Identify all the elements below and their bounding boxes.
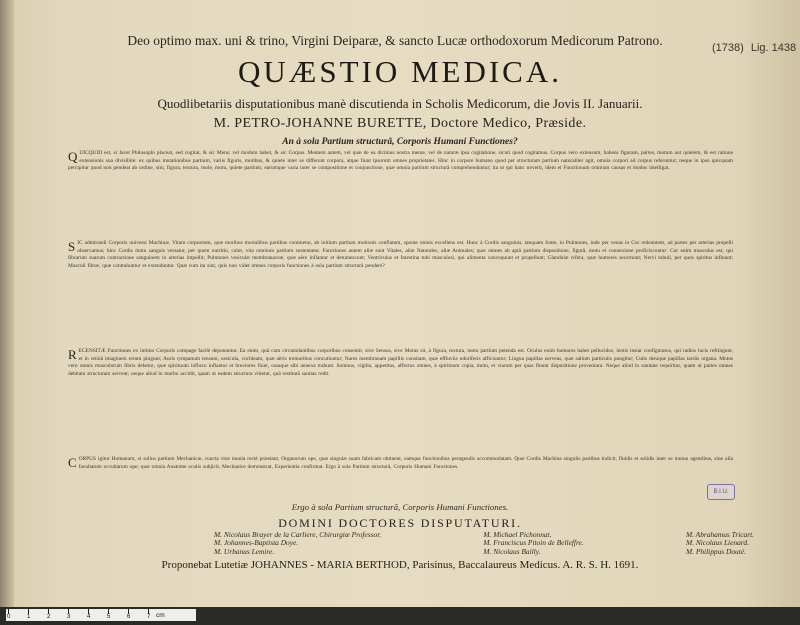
ruler-number: 5	[107, 614, 111, 620]
doctor-name: M. Michael Pichonnat.	[483, 530, 552, 539]
doctor-name: M. Urbanus Lemire.	[214, 546, 275, 556]
ms-note-text: Lig. 1438	[750, 42, 797, 54]
doctors-column-2	[483, 531, 583, 556]
ruler-number: 7	[147, 614, 151, 620]
doctor-name: M. Franciscus Pitoin de Belleffre.	[483, 538, 584, 548]
doctors-heading: DOMINI DOCTORES DISPUTATURI.	[278, 516, 522, 530]
body-paragraph-3: RECENSITÆ Functiones ex intimo Corporis compage facilè deponuntur. Ea enim, quâ cum circumdantibus corporibus consentit, sive Sensus, sive Motus sit, à figura, textura, motu partium petenda est. Oculus enim humores habet pellucidos, lentis instar configuratos, qui radios lucis refringunt, et in retinâ imaginem rerum pingunt; Auris tympanum tensum, ossicula, cochleam, quæ aëris tremoribus concutiuntur; Nares membranam papillis consitam, quæ effluviis odoriferis afficiuntur; Lingua papillas nerveas, quæ salium particulis pungitur; Cutis denique papillas tactûs organa. Motus vero omnis musculorum fibris debetur, quæ spirituum influxu inflantur et breviores fiunt, ossaque sibi annexa trahunt. Somnus, vigilia, appetitus, affectus omnes, à spirituum copia, motu, et viarum per quas fluunt dispositione proveniunt. Neque aliud in sanitate requiritur, quam ut partes omnes debitam structuram servent; neque aliud in morbo accidit, quam ut eadem structura vitietur, quâ restitutâ sanitas redit.	[68, 348, 733, 377]
doctor-name: M. Abrahamus Tricart.	[685, 530, 754, 539]
doctors-list	[214, 531, 754, 556]
doctor-name: M. Nicolaus Lienard.	[685, 538, 749, 548]
manuscript-annotation	[712, 42, 800, 54]
proponebat-line: Proponebat Lutetiæ JOHANNES - MARIA BERTHOD, Parisinus, Baccalaureus Medicus. A. R. S. H. 1691.	[161, 559, 639, 571]
doctor-name: M. Nicolaus Bailly.	[483, 546, 541, 556]
body-paragraph-4: CORPUS igitur Humanum, si solius partium Mechanicæ, cuncta vitæ munia rectè præstant, Organorum ope, quæ singulæ suam fabricam obtinent, eamque functionibus peragendis accommodatam. Quæ Cordis Machina singulis partibus indicit, fluidis et solidis inter se mutuo agentibus, sine ulla facultatum occultarum ope; quæ omnia Anatome oculis subjicit, Mechanice demonstrat, Experientia confirmat. Ergo à sola Partium structurâ, Corporis Humani Functiones.	[68, 456, 733, 470]
ruler-number: 1	[27, 614, 31, 620]
body-paragraph-1: QUICQUID est, si Jacet Philosophi placeat, sed cogitat, & sic Mens; vel modum habet, & sic Corpus. Mentem autem, vel quæ de ea dicimus nostra mente, vel de naturæ ipsa cogitatione, sicuti quod cogitamus. Corpus vero extensum, habens figuram, partes, motum aut quietem, & est ratione extensionis sua divisibile: ex quibus mutationibus partium, variis figuris, motibus, & quiete inter se differunt corpora, atque fiunt ipsorum omnes proprietates. Hinc in corpore humano quod per structuram partium naturaliter agit, omnia corpori ad corpus referuntur; neque in ipso quicquam percipitur quod non pendeat ab ordine, situ, figura, textura, mole, motu, quiete partium, earumque varia inter se compositione et conjunctione, quæ omnia partium structurâ comprehenduntur; ita ut qui hanc noverit, idem et Functionum omnium causas et modos intelligat.	[68, 150, 733, 172]
ruler-number: 6	[127, 614, 131, 620]
document-subtitle: Quodlibetariis disputationibus manè discutienda in Scholis Medicorum, die Jovis II. Januarii.	[157, 96, 643, 111]
doctor-name: M. Johannes-Baptista Doye.	[214, 538, 299, 548]
doctors-column-3	[686, 531, 754, 556]
ruler-number: 3	[67, 614, 71, 620]
library-stamp: B.I.U.	[707, 484, 735, 500]
doctor-name: M. Nicolaus Brayer de la Carliere, Chirurgiæ Professor.	[214, 530, 382, 539]
praeses-line: M. PETRO-JOHANNE BURETTE, Doctore Medico, Præside.	[213, 116, 587, 131]
ms-number: (1738)	[712, 42, 744, 54]
document-title: QUÆSTIO MEDICA.	[238, 54, 562, 89]
conclusion-line: Ergo à sola Partium structurâ, Corporis Humani Functiones.	[291, 502, 509, 512]
ruler-number: 2	[47, 614, 51, 620]
doctors-column-1	[214, 531, 381, 556]
doctor-name: M. Philippus Douté.	[685, 546, 746, 556]
body-paragraph-2: SIC admirandi Corporis universi Machinæ, Vitam corporeum, quæ moribus mortalibus partibus continetur, ab initium partium motionis conflatum, sponte omnis excellens est. Hunc à Cordis sanguinis, tanquam fonte, in Pulmones, inde per venas in Cor redeuntem, ad partes per arterias propelli observamus; hinc Cordis motu sanguis versatur, per quem nutritio, calor, vita omnium partium sustentatur. Functiones autem aliæ sunt Vitales, aliæ Naturales, aliæ Animales; quæ omnes ab aptâ partium dispositione, figurâ, motu et connexione proficiscuntur: Cor enim musculus est, qui fibrarum suarum contractione sanguinem in arterias impellit; Pulmones vesiculæ membranaceæ, quæ aëre inflantur et detumescunt; Ventriculus et Intestina tubi musculosi, qui alimenta concoquunt et propellunt; Glandulæ cribra, quæ humores secernunt; Nervi tubuli, per quos spiritus influunt; Musculi fibræ, quæ contrahuntur et extenduntur. Quæ cum ita sint, quis non videt omnes corporis functiones à sola partium structurâ pendere?	[68, 240, 733, 269]
dedication-line: Deo optimo max. uni & trino, Virgini Deiparæ, & sancto Lucæ orthodoxorum Medicorum Patrono.	[127, 33, 663, 48]
ruler-bar	[6, 609, 196, 621]
page-binding-edge	[0, 0, 14, 625]
ruler-number: 0	[7, 614, 11, 620]
thesis-question: An à sola Partium structurâ, Corporis Humani Functiones?	[282, 137, 518, 147]
scale-ruler	[0, 607, 800, 625]
ruler-unit-label: cm	[156, 612, 165, 619]
ruler-number: 4	[87, 614, 91, 620]
